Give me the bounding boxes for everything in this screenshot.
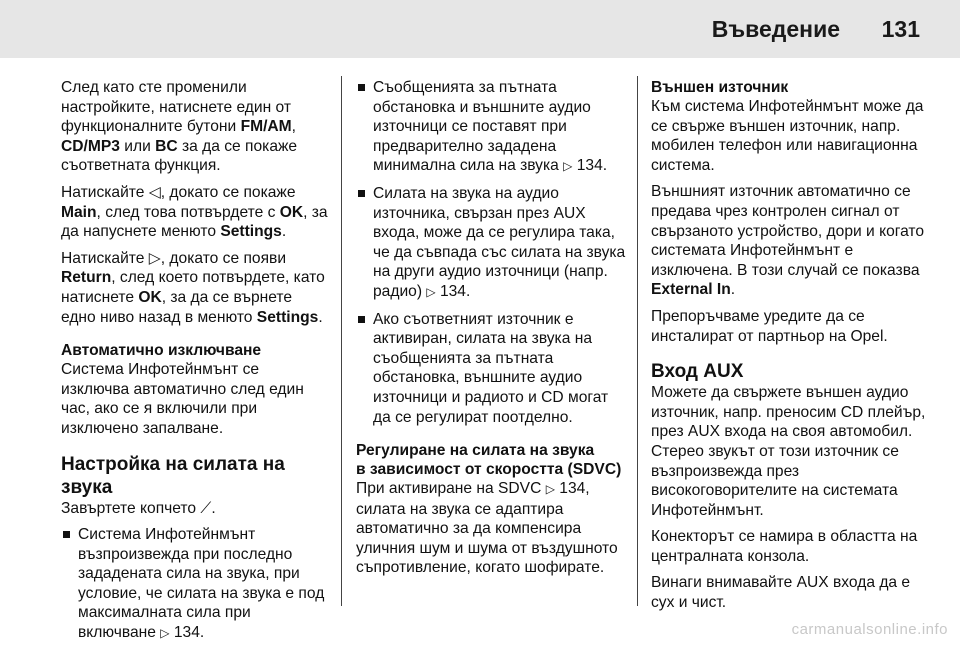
- paragraph: Натискайте ◁, докато се покаже Main, след това потвърдете с OK, за да напуснете менюто Settings.: [61, 183, 328, 241]
- section-heading: Външен източник: [651, 79, 789, 96]
- page-ref-icon: ▷: [160, 626, 170, 641]
- paragraph: Завъртете копчето ⟋.: [61, 499, 216, 517]
- paragraph: Към система Инфотейнмънт може да се свърже външен източник, напр. мобилен телефон или навигационна система.: [651, 98, 924, 174]
- list-item: Силата на звука на аудио източника, свързан през AUX входа, може да се регулира така, че да съвпада със силата на звука на други аудио източници (напр. радио) ▷ 134.: [356, 184, 628, 303]
- section-heading: Настройка на силата на звука: [61, 453, 285, 498]
- page-header: [0, 0, 960, 58]
- column-left: [61, 78, 331, 651]
- paragraph: Препоръчваме уредите да се инсталират от партньор на Opel.: [651, 307, 888, 345]
- volume-knob-icon: ⟋: [200, 499, 212, 517]
- back-arrow-icon: ◁: [148, 183, 161, 201]
- page-ref-icon: ▷: [545, 482, 555, 497]
- paragraph: Можете да свържете външен аудио източник, напр. преносим CD плейър, през AUX входа на своя автомобил. Стерео звукът от този източник се възпроизвежда през високоговорителите на системата Инфотейнмънт.: [651, 384, 926, 519]
- list-item: Съобщенията за пътната обстановка и външните аудио източници се поставят при предварително зададена минимална сила на звука ▷ 134.: [356, 78, 628, 177]
- page-ref-icon: ▷: [426, 284, 436, 299]
- paragraph: При активиране на SDVC ▷ 134, силата на звука се адаптира автоматично за да компенсира уличния шум и шума от въздушното съпротивление, когато шофирате.: [356, 480, 618, 577]
- list-item: Система Инфотейнмънт възпроизвежда при последно зададената сила на звука, при условие, че силата на звука е под максималната сила при включване ▷ 134.: [61, 525, 331, 644]
- page-number: 131: [881, 16, 920, 42]
- column-middle: [356, 78, 628, 585]
- column-right: [651, 78, 931, 620]
- column-divider: [637, 76, 638, 606]
- paragraph: Система Инфотейнмънт се изключва автоматично след един час, ако се я включили при изключено запалване.: [61, 361, 304, 437]
- paragraph: След като сте променили настройките, натиснете един от функционалните бутони FM/AM, CD/MP3 или BC за да се покаже съответната функция.: [61, 79, 298, 175]
- paragraph: Винаги внимавайте AUX входа да е сух и чист.: [651, 574, 911, 612]
- paragraph: Натискайте ▷, докато се появи Return, след което потвърдете, като натиснете OK, за да се върнете едно ниво назад в менюто Settings.: [61, 249, 325, 326]
- list-item: Ако съответният източник е активиран, силата на звука на съобщенията за пътната обстановка, външните аудио източници и радиото и CD могат да се регулират поотделно.: [356, 310, 628, 428]
- paragraph: Външният източник автоматично се предава чрез контролен сигнал от свързаното устройство, дори и когато системата Инфотейнмънт е изключена. В този случай се показва External In.: [651, 183, 925, 299]
- paragraph: Конекторът се намира в областта на централната конзола.: [651, 528, 918, 565]
- watermark: carmanualsonline.info: [791, 621, 948, 638]
- page-ref-icon: ▷: [563, 159, 573, 174]
- section-heading: Автоматично изключване: [61, 342, 262, 360]
- page-title: Въведение: [711, 16, 840, 42]
- section-heading: Вход AUX: [651, 361, 744, 383]
- section-heading: Регулиране на силата на звука в зависимост от скоростта (SDVC): [356, 442, 622, 479]
- column-divider: [341, 76, 342, 606]
- forward-arrow-icon: ▷: [148, 249, 161, 267]
